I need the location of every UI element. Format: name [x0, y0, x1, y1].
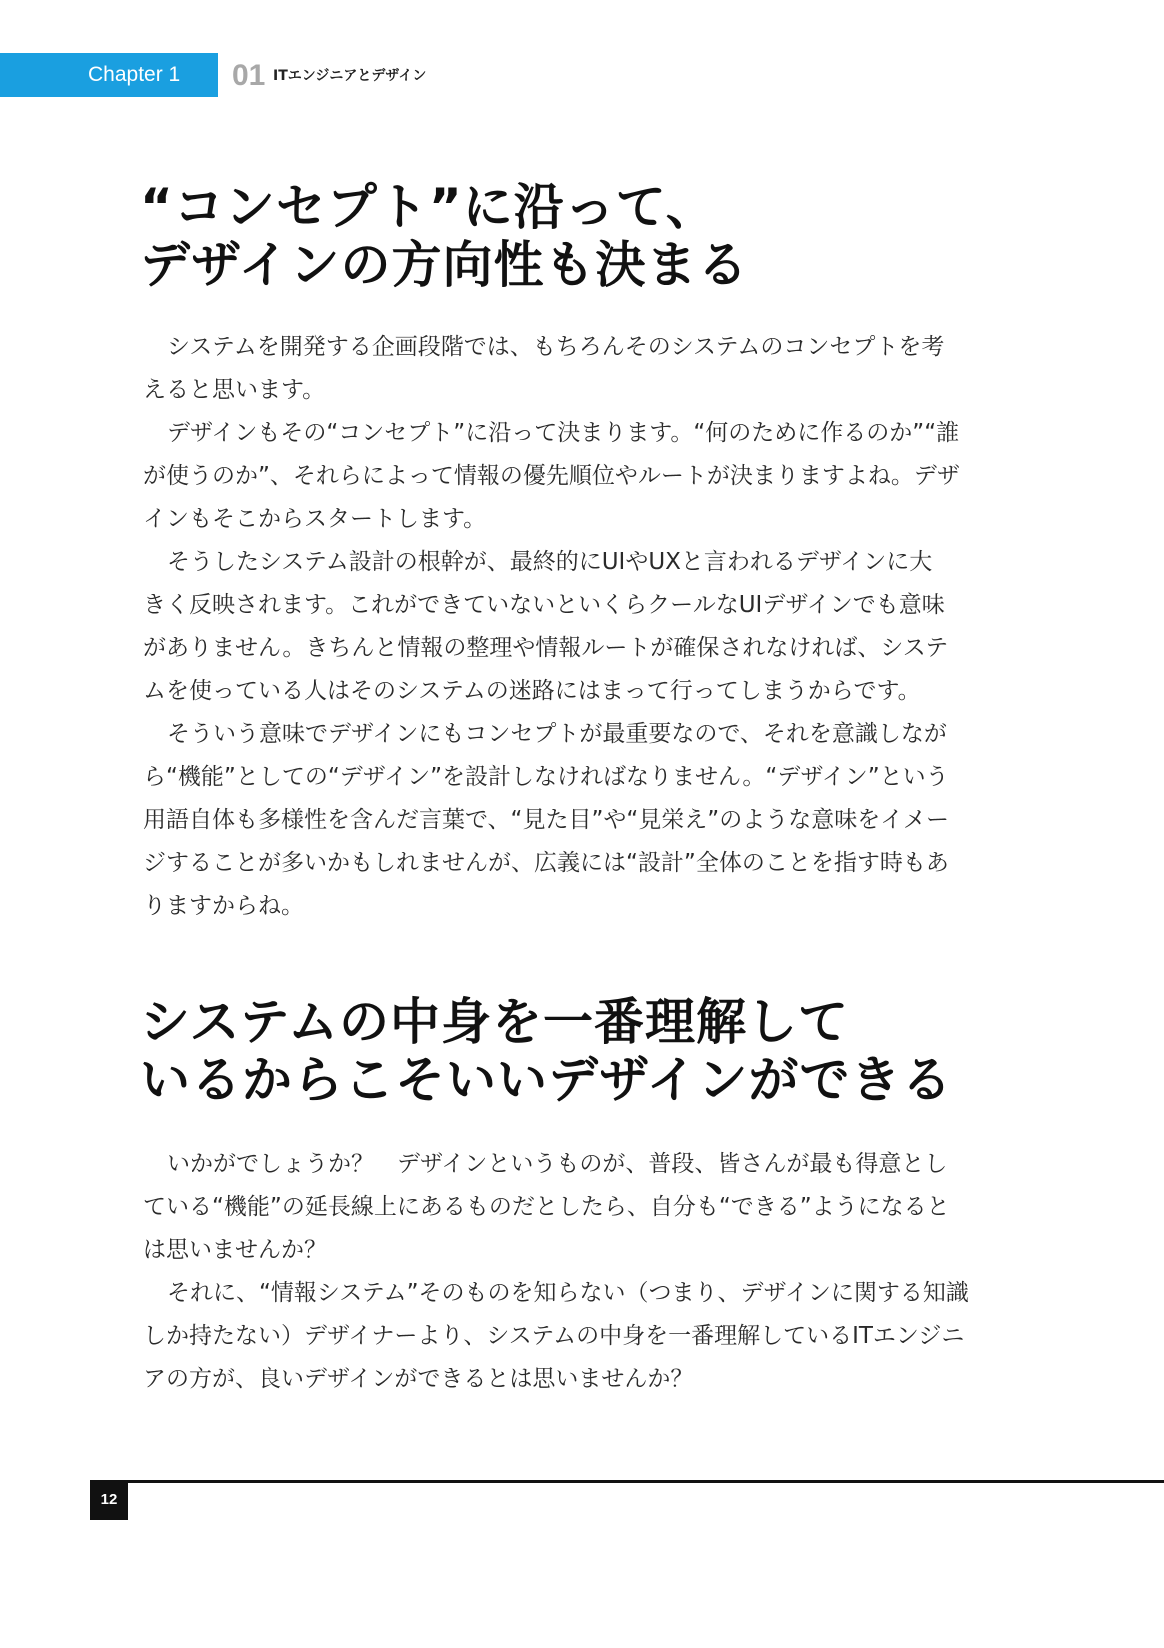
text-line: しか持たない）デザイナーより、システムの中身を一番理解しているITエンジニ — [143, 1323, 965, 1349]
text-line: が使うのか”、それらによって情報の優先順位やルートが決まりますよね。デザ — [143, 463, 960, 489]
section-body — [143, 1143, 983, 1401]
text-line: いかがでしょうか？ デザインというものが、普段、皆さんが最も得意とし — [167, 1151, 948, 1177]
section-heading — [140, 993, 953, 1109]
text-line: ている“機能”の延長線上にあるものだとしたら、自分も“できる”ようになると — [143, 1194, 950, 1220]
paragraph — [143, 541, 983, 713]
text-line: きく反映されます。これができていないといくらクールなUIデザインでも意味 — [143, 592, 945, 618]
paragraph — [143, 326, 983, 412]
page-number: 12 — [90, 1480, 128, 1520]
section-number: 01 — [232, 59, 266, 92]
text-line: システムを開発する企画段階では、もちろんそのシステムのコンセプトを考 — [167, 334, 945, 360]
section-body — [143, 326, 983, 928]
text-line: デザインもその“コンセプト”に沿って決まります。“何のために作るのか”“誰 — [167, 420, 960, 446]
running-section-title: ITエンジニアとデザイン — [273, 68, 427, 84]
text-line: えると思います。 — [143, 377, 326, 403]
text-line: ムを使っている人はそのシステムの迷路にはまって行ってしまうからです。 — [143, 678, 921, 704]
text-line: ジすることが多いかもしれませんが、広義には“設計”全体のことを指す時もあ — [143, 850, 949, 876]
chapter-label: Chapter 1 — [88, 63, 181, 86]
heading-line: “コンセプト”に沿って、 — [140, 178, 717, 236]
text-line: ら“機能”としての“デザイン”を設計しなければなりません。“デザイン”という — [143, 764, 949, 790]
text-line: インもそこからスタートします。 — [143, 506, 487, 532]
paragraph — [143, 412, 983, 541]
section-heading — [140, 178, 749, 294]
text-line: そういう意味でデザインにもコンセプトが最重要なので、それを意識しなが — [167, 721, 947, 747]
text-line: アの方が、良いデザインができるとは思いませんか？ — [143, 1366, 694, 1392]
text-line: りますからね。 — [143, 893, 304, 919]
text-line: それに、“情報システム”そのものを知らない（つまり、デザインに関する知識 — [167, 1280, 969, 1306]
heading-line: デザインの方向性も決まる — [140, 236, 749, 294]
heading-line: システムの中身を一番理解して — [140, 993, 849, 1051]
paragraph — [143, 713, 983, 928]
paragraph — [143, 1272, 983, 1401]
text-line: がありません。きちんと情報の整理や情報ルートが確保されなければ、システ — [143, 635, 949, 661]
footer-rule — [90, 1480, 1164, 1483]
heading-line: いるからこそいいデザインができる — [140, 1051, 953, 1109]
text-line: は思いませんか？ — [143, 1237, 327, 1263]
chapter-tab — [0, 53, 218, 97]
text-line: 用語自体も多様性を含んだ言葉で、“見た目”や“見栄え”のような意味をイメー — [143, 807, 949, 833]
text-line: そうしたシステム設計の根幹が、最終的にUIやUXと言われるデザインに大 — [167, 549, 933, 575]
paragraph — [143, 1143, 983, 1272]
